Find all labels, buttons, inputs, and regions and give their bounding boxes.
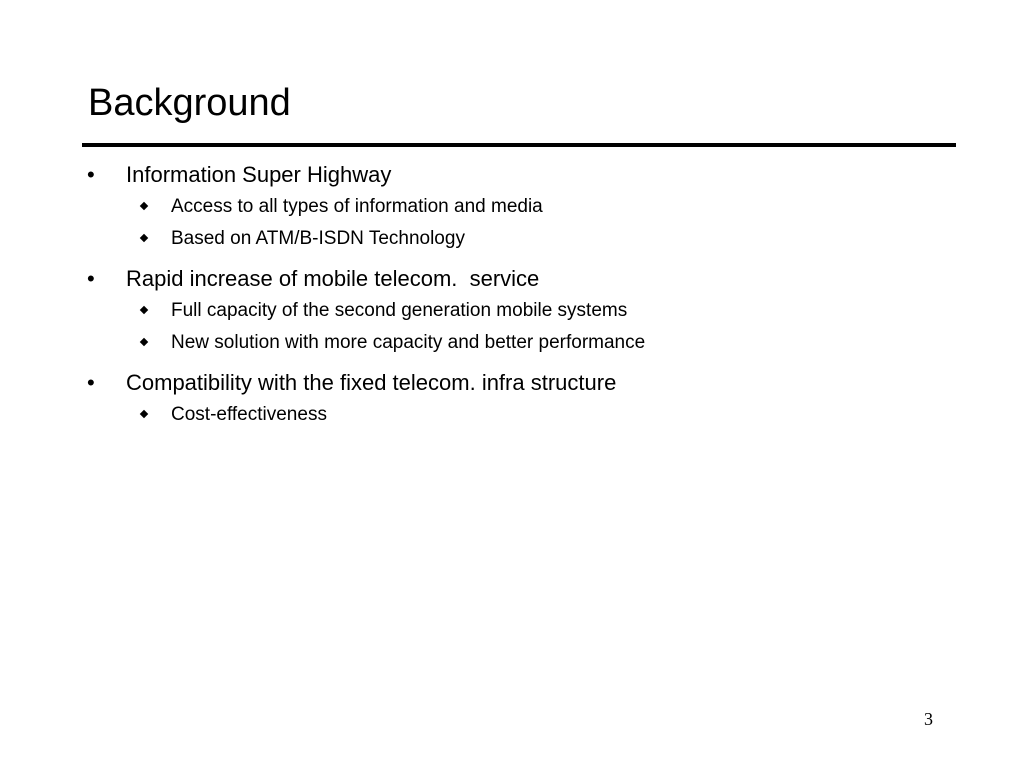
bullet-dot-icon: • <box>87 162 95 187</box>
bullet-row <box>0 159 1024 191</box>
sub-bullet-list <box>0 191 1024 255</box>
title-divider <box>82 143 956 147</box>
sub-bullet-text: Cost-effectiveness <box>171 404 327 425</box>
slide-title: Background <box>88 82 291 124</box>
diamond-bullet-icon <box>140 306 148 314</box>
bullet-text: Information Super Highway <box>126 162 392 187</box>
bullet-row <box>0 263 1024 295</box>
page-number: 3 <box>924 709 933 729</box>
diamond-bullet-icon <box>140 234 148 242</box>
bullet-item <box>0 367 1024 431</box>
sub-bullet-item <box>0 191 1024 223</box>
bullet-text: Compatibility with the fixed telecom. infra structure <box>126 370 617 395</box>
sub-bullet-text: Access to all types of information and media <box>171 196 543 217</box>
sub-bullet-text: Based on ATM/B-ISDN Technology <box>171 228 465 249</box>
sub-bullet-text: New solution with more capacity and better performance <box>171 332 646 353</box>
sub-bullet-list <box>0 399 1024 431</box>
bullet-text: Rapid increase of mobile telecom. service <box>126 266 540 291</box>
bullet-row <box>0 367 1024 399</box>
sub-bullet-item <box>0 327 1024 359</box>
bullet-item <box>0 263 1024 367</box>
sub-bullet-item <box>0 399 1024 431</box>
diamond-bullet-icon <box>140 410 148 418</box>
diamond-bullet-icon <box>140 338 148 346</box>
sub-bullet-item <box>0 295 1024 327</box>
bullet-dot-icon: • <box>87 266 95 291</box>
bullet-list <box>0 159 1024 431</box>
sub-bullet-list <box>0 295 1024 359</box>
sub-bullet-text: Full capacity of the second generation mobile systems <box>171 300 628 321</box>
bullet-dot-icon: • <box>87 370 95 395</box>
diamond-bullet-icon <box>140 202 148 210</box>
sub-bullet-item <box>0 223 1024 255</box>
bullet-item <box>0 159 1024 263</box>
